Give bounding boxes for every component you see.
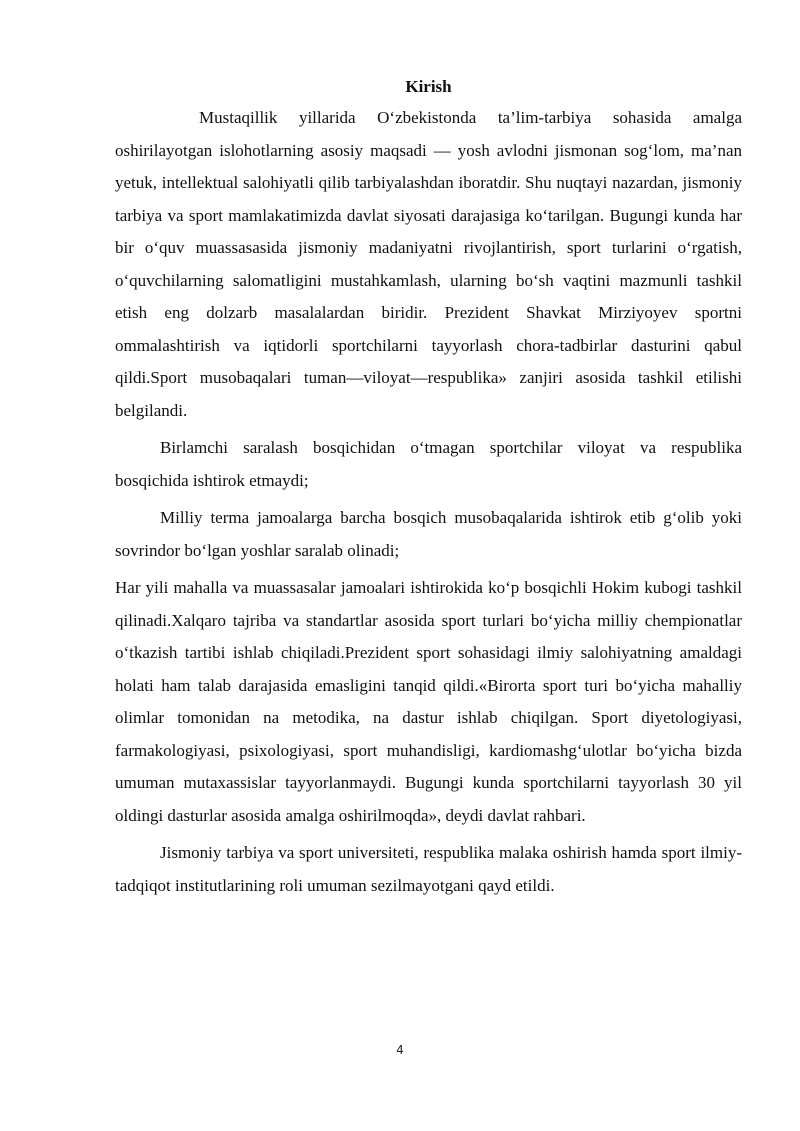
section-title: Kirish bbox=[405, 77, 452, 96]
paragraph-hokim-cup: Har yili mahalla va muassasalar jamoalari ishtirokida ko‘p bosqichli Hokim kubogi tashkil qilinadi.Xalqaro tajriba va standartlar asosida sport turlari bo‘yicha milliy chempionatlar o‘tkazish tartibi ishlab chiqiladi.Prezident sport sohasidagi ilmiy salohiyatning amaldagi holati ham talab darajasida emasligini tanqid qildi.«Birorta sport turi bo‘yicha mahalliy olimlar tomonidan na metodika, na dastur ishlab chiqilgan. Sport diyetologiyasi, farmakologiyasi, psixologiyasi, sport muhandisligi, kardiomashg‘ulotlar bo‘yicha bizda umuman mutaxassislar tayyorlanmaydi. Bugungi kunda sportchilarni tayyorlash 30 yil oldingi dasturlar asosida amalga oshirilmoqda», deydi davlat rahbari. bbox=[115, 578, 742, 825]
page-number: 4 bbox=[396, 1043, 404, 1057]
paragraph-intro: Mustaqillik yillarida O‘zbekistonda ta’lim-tarbiya sohasida amalga oshirilayotgan islohotlarning asosiy maqsadi — yosh avlodni jismonan sog‘lom, ma’nan yetuk, intellektual salohiyatli qilib tarbiyalashdan iboratdir. Shu nuqtayi nazardan, jismoniy tarbiya va sport mamlakatimizda davlat siyosati darajasiga ko‘tarilgan. Bugungi kunda har bir o‘quv muassasasida jismoniy madaniyatni rivojlantirish, sport turlarini o‘rgatish, o‘quvchilarning salomatligini mustahkamlash, ularning bo‘sh vaqtini mazmunli tashkil etish eng dolzarb masalalardan biridir. Prezident Shavkat Mirziyoyev sportni ommalashtirish va iqtidorli sportchilarni tayyorlash chora-tadbirlar dasturini qabul qildi.Sport musobaqalari tuman—viloyat—respublika» zanjiri asosida tashkil etilishi belgilandi. bbox=[115, 108, 742, 420]
paragraph-qualification: Birlamchi saralash bosqichidan o‘tmagan sportchilar viloyat va respublika bosqichida ishtirok etmaydi; bbox=[115, 438, 742, 490]
paragraph-national-teams: Milliy terma jamoalarga barcha bosqich musobaqalarida ishtirok etib g‘olib yoki sovrindor bo‘lgan yoshlar saralab olinadi; bbox=[115, 508, 742, 560]
document-page bbox=[115, 74, 742, 902]
paragraph-university: Jismoniy tarbiya va sport universiteti, respublika malaka oshirish hamda sport ilmiy-tadqiqot institutlarining roli umuman sezilmayotgani qayd etildi. bbox=[115, 843, 742, 895]
